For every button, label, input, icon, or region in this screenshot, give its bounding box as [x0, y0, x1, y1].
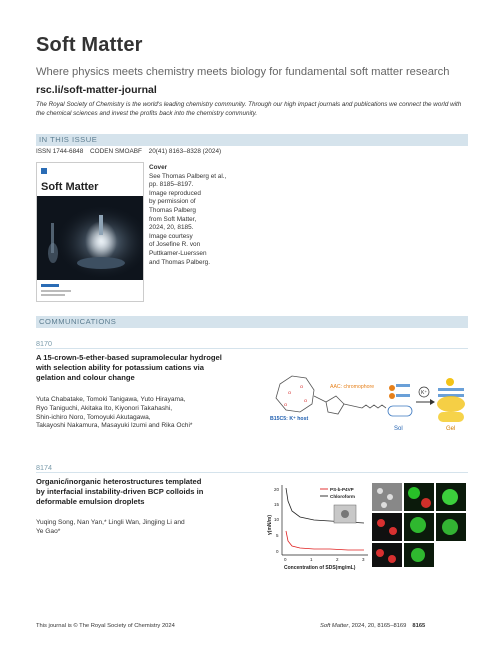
- article-title-line: Organic/inorganic heterostructures templated: [36, 477, 202, 486]
- label-potassium: K⁺: [421, 390, 427, 396]
- cover-line: See Thomas Palberg et al.,: [149, 172, 227, 180]
- article-title-line: with selection ability for potassium cations via: [36, 362, 204, 372]
- volume-info: 20(41) 8163–8328 (2024): [148, 148, 222, 155]
- cover-image[interactable]: [36, 162, 144, 302]
- cover-line: Puttkamer-Luerssen: [149, 249, 207, 257]
- svg-text:15: 15: [274, 502, 280, 507]
- communications-bar: [36, 316, 468, 328]
- cover-line: Image reproduced: [149, 189, 201, 197]
- hydrogel-scheme: [266, 366, 470, 462]
- y-axis-label: γ(mN/m): [267, 514, 273, 535]
- article-title-line: gelation and colour change: [36, 372, 135, 382]
- cover-heading: Cover: [149, 164, 168, 171]
- article-authors: [36, 519, 185, 537]
- label-chromophore: AAC: chromophore: [330, 384, 375, 390]
- svg-text:0: 0: [276, 549, 279, 554]
- toc-graphic-hydrogel: [266, 366, 470, 462]
- article-divider: [36, 348, 468, 349]
- cover-line: from Soft Matter,: [149, 215, 197, 223]
- svg-text:2: 2: [336, 557, 339, 562]
- footer-page-number: 8165: [412, 623, 426, 629]
- svg-text:3: 3: [362, 557, 365, 562]
- cover-line: and Thomas Palberg.: [149, 258, 210, 266]
- cover-line: 2024, 20, 8185.: [149, 224, 194, 232]
- in-this-issue-bar: [36, 134, 468, 146]
- article-title-line: by interfacial instability-driven BCP colloids in: [36, 486, 204, 496]
- svg-text:O: O: [284, 402, 288, 407]
- article-page-number: 8170: [36, 339, 52, 348]
- footer-copyright: This journal is © The Royal Society of Chemistry 2024: [36, 623, 175, 629]
- journal-url-link[interactable]: rsc.li/soft-matter-journal: [36, 84, 157, 96]
- svg-text:5: 5: [276, 533, 279, 538]
- journal-tagline: Where physics meets chemistry meets biology for fundamental soft matter research: [36, 66, 450, 78]
- svg-text:1: 1: [310, 557, 313, 562]
- svg-text:O: O: [304, 398, 308, 403]
- article-authors: [36, 396, 192, 431]
- footer-citation-details: , 2024, 20, 8165–8169: [348, 623, 407, 629]
- article-title-line: A 15-crown-5-ether-based supramolecular hydrogel: [36, 353, 222, 362]
- author-line: Ye Gao*: [36, 527, 61, 535]
- article-title-link[interactable]: [36, 477, 203, 506]
- tension-plot: [268, 479, 470, 571]
- journal-title: Soft Matter: [36, 34, 143, 56]
- section-label-in-this-issue: IN THIS ISSUE: [39, 135, 98, 144]
- x-axis-label: Concentration of SDS(mg/mL): [284, 565, 356, 571]
- author-line: Shin-ichiro Noro, Tomoyuki Akutagawa,: [36, 413, 151, 421]
- svg-text:20: 20: [274, 487, 280, 492]
- article-title-line: deformable emulsion droplets: [36, 496, 145, 506]
- author-line: Ryo Taniguchi, Akitaka Ito, Kiyonori Takahashi,: [36, 404, 173, 412]
- svg-text:O: O: [288, 390, 292, 395]
- label-gel: Gel: [446, 426, 456, 432]
- svg-text:O: O: [300, 384, 304, 389]
- footer-journal-name: Soft Matter: [320, 623, 349, 629]
- author-line: Takayoshi Nakamura, Masayuki Izumi and Rika Ochi*: [36, 422, 193, 430]
- journal-intro: The Royal Society of Chemistry is the world's leading chemistry community. Through our high impact journals and publications we connect the world with the chemical sciences and invest the profits back into the chemistry community.: [36, 101, 462, 117]
- article-title-link[interactable]: [36, 353, 222, 382]
- article-page-number: 8174: [36, 463, 52, 472]
- author-line: Yuta Chabatake, Tomoki Tanigawa, Yuto Hirayama,: [36, 396, 186, 403]
- label-host: B15C5: K⁺ host: [270, 416, 309, 422]
- coden: CODEN SMOABF: [90, 148, 142, 155]
- issn: ISSN 1744-6848: [36, 148, 84, 155]
- cover-line: Thomas Palberg: [149, 206, 196, 214]
- toc-graphic-bcp: [268, 479, 470, 571]
- section-label-communications: COMMUNICATIONS: [39, 317, 117, 326]
- cover-line: by permission of: [149, 198, 196, 206]
- footer-citation: [320, 623, 425, 629]
- legend-series-1: PS-b-P4VP: [330, 487, 354, 492]
- cover-illustration: [37, 163, 143, 301]
- legend-series-2: Chloroform: [330, 494, 356, 499]
- article-divider: [36, 472, 468, 473]
- cover-line: Image courtesy: [149, 232, 193, 240]
- issn-line: [36, 148, 221, 155]
- svg-text:10: 10: [274, 517, 280, 522]
- svg-text:0: 0: [284, 557, 287, 562]
- author-line: Yuqing Song, Nan Yan,* Lingli Wan, Jingjing Li and: [36, 519, 185, 526]
- label-sol: Sol: [394, 426, 403, 432]
- cover-line: of Josefine R. von: [149, 241, 201, 249]
- cover-thumb-title: Soft Matter: [41, 181, 99, 193]
- cover-description: [149, 164, 259, 267]
- cover-line: pp. 8185–8197.: [149, 181, 194, 189]
